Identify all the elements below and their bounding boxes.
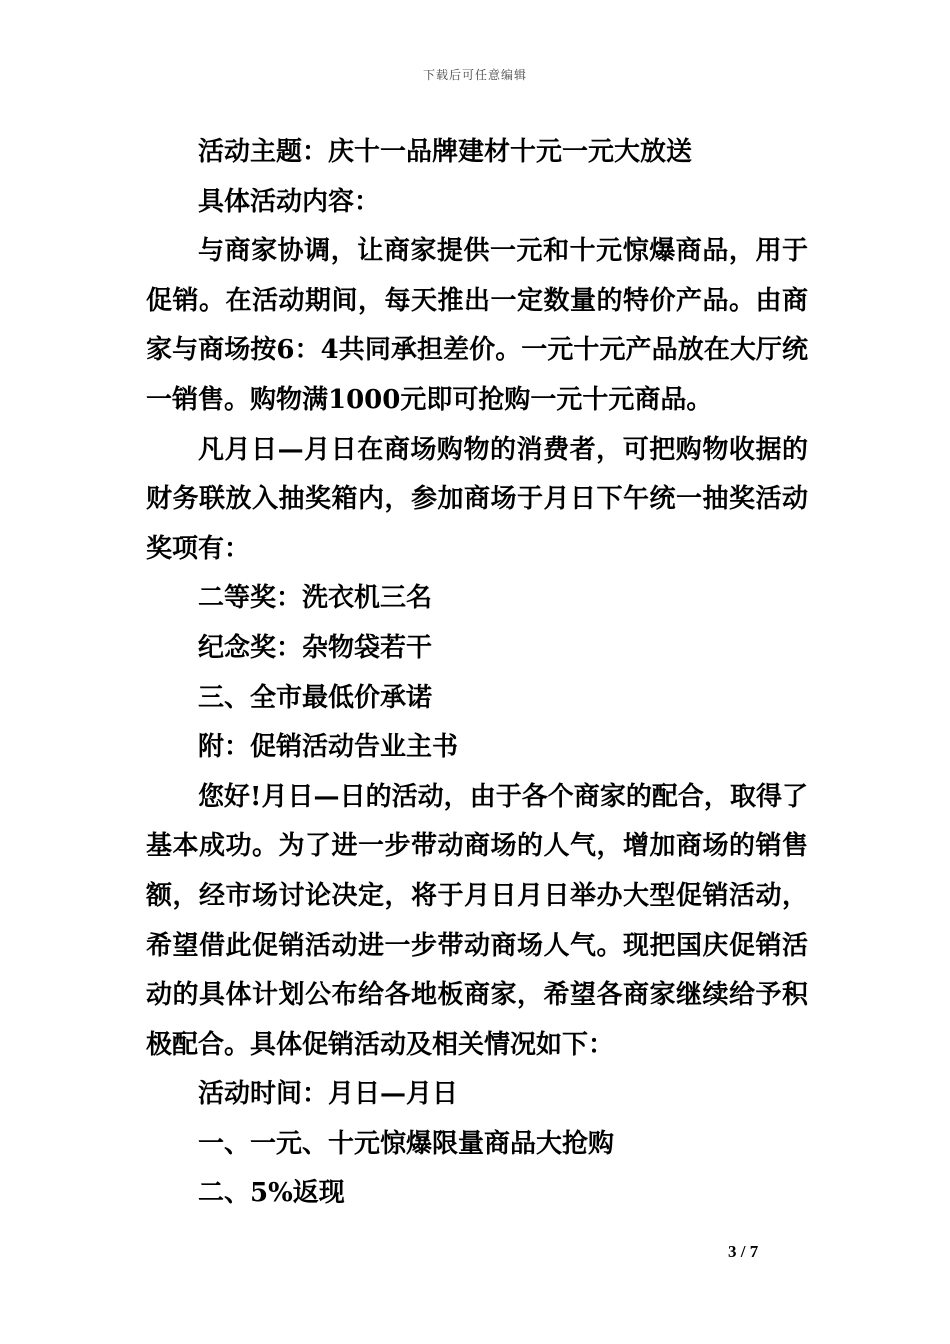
- page-header-note: 下载后可任意编辑: [422, 68, 527, 82]
- document-body: [146, 128, 808, 1219]
- paragraph-item-one: 一、一元、十元惊爆限量商品大抢购: [198, 1128, 615, 1159]
- paragraph-lowest-price: 三、全市最低价承诺: [198, 682, 433, 713]
- paragraph-activity-time: 活动时间：月日—月日: [198, 1079, 459, 1110]
- paragraph-activity-theme: 活动主题：庆十一品牌建材十元一元大放送: [198, 137, 693, 167]
- paragraph-souvenir-prize: 纪念奖：杂物袋若干: [198, 632, 433, 663]
- paragraph-letter-body: 您好!月日—日的活动，由于各个商家的配合，取得了基本成功。为了进一步带动商场的人气，增加商场的销售额，经市场讨论决定，将于月日月日举办大型促销活动，希望借此促销活动进一步带动商场人气。现把国庆促销活动的具体计划公布给各地板商家，希望各商家继续给予积极配合。具体促销活动及相关情况如下：: [146, 781, 808, 1060]
- page-number: 3 / 7: [728, 1242, 759, 1261]
- paragraph-content-heading: 具体活动内容：: [198, 186, 381, 217]
- paragraph-second-prize: 二等奖：洗衣机三名: [198, 583, 433, 614]
- paragraph-appendix: 附：促销活动告业主书: [198, 732, 459, 763]
- paragraph-merchant-coordination: 与商家协调，让商家提供一元和十元惊爆商品，用于促销。在活动期间，每天推出一定数量的特价产品。由商家与商场按6：4共同承担差价。一元十元产品放在大厅统一销售。购物满1000元即可抢购一元十元商品。: [146, 236, 808, 415]
- paragraph-lottery: 凡月日—月日在商场购物的消费者，可把购物收据的财务联放入抽奖箱内，参加商场于月日下午统一抽奖活动奖项有：: [146, 434, 808, 564]
- paragraph-item-two: 二、5%返现: [198, 1178, 345, 1209]
